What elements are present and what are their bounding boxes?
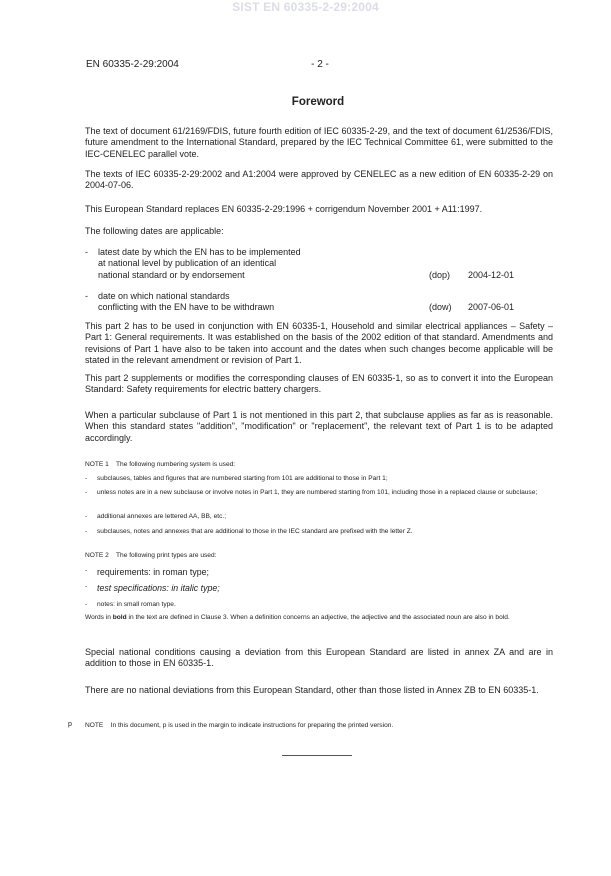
margin-p-mark: p bbox=[68, 721, 72, 728]
print-type-text: test specifications: in italic type; bbox=[97, 583, 220, 593]
date-label-line: latest date by which the EN has to be implemented bbox=[98, 247, 301, 257]
page-title: Foreword bbox=[291, 96, 345, 108]
list-dash: - bbox=[85, 601, 88, 608]
date-item-label bbox=[98, 291, 358, 314]
paragraph-national-deviations: There are no national deviations from this European Standard, other than those listed in Annex ZB to EN 60335-1. bbox=[85, 685, 539, 695]
list-dash: - bbox=[85, 583, 88, 590]
list-dash: - bbox=[85, 513, 88, 520]
note1-item-text: unless notes are in a new subclause or involve notes in Part 1, they are numbered starting from 101, including those in a replaced clause or subclause; bbox=[97, 489, 538, 496]
paragraph-fdis: The text of document 61/2169/FDIS, future fourth edition of IEC 60335-2-29, and the text of document 61/2536/FDIS, future amendment to the International Standard, prepared by the IEC Technical Committee 61, were submitted to the IEC-CENELEC parallel vote. bbox=[85, 126, 553, 159]
date-item-label bbox=[98, 247, 358, 281]
list-dash: - bbox=[85, 567, 88, 574]
paragraph-subclause: When a particular subclause of Part 1 is not mentioned in this part 2, that subclause applies as far as is reasonable. When this standard states "addition", "modification" or "replacement", the relevant text of Part 1 is to be adapted accordingly. bbox=[85, 410, 553, 443]
bold-words-note bbox=[85, 613, 553, 622]
paragraph-replaces: This European Standard replaces EN 60335-2-29:1996 + corrigendum November 2001 + A11:1997. bbox=[85, 204, 483, 214]
note1-item-text: subclauses, notes and annexes that are additional to those in the IEC standard are prefixed with the letter Z. bbox=[97, 528, 413, 535]
paragraph-supplements: This part 2 supplements or modifies the corresponding clauses of EN 60335-1, so as to convert it into the European Standard: Safety requirements for electric battery chargers. bbox=[85, 373, 553, 395]
list-dash: - bbox=[85, 247, 88, 257]
date-label-line: at national level by publication of an identical bbox=[98, 258, 277, 269]
date-item-dow bbox=[85, 291, 555, 314]
date-abbr: (dop) bbox=[429, 269, 451, 280]
list-dash: - bbox=[85, 489, 88, 496]
print-type-text: notes: in small roman type. bbox=[97, 601, 176, 608]
date-label-line: national standard or by endorsement bbox=[98, 269, 245, 280]
page-number: - 2 - bbox=[311, 59, 329, 70]
print-type-text: requirements: in roman type; bbox=[97, 567, 209, 577]
end-rule bbox=[282, 755, 352, 756]
date-value: 2004-12-01 bbox=[468, 269, 515, 280]
note2-title: NOTE 2 The following print types are used: bbox=[85, 552, 217, 559]
bold-note-text: in the text are defined in Clause 3. When a definition concerns an adjective, the adjective and the associated noun are also in bold. bbox=[126, 614, 510, 621]
date-abbr: (dow) bbox=[429, 302, 452, 313]
paragraph-dates-intro: The following dates are applicable: bbox=[85, 226, 224, 236]
date-label-line: conflicting with the EN have to be withdrawn bbox=[98, 302, 275, 313]
paragraph-approval: The texts of IEC 60335-2-29:2002 and A1:2004 were approved by CENELEC as a new edition of EN 60335-2-29 on 2004-07-06. bbox=[85, 169, 553, 191]
note1-title: NOTE 1 The following numbering system is used: bbox=[85, 461, 236, 468]
list-dash: - bbox=[85, 475, 88, 482]
date-label-line: date on which national standards bbox=[98, 291, 230, 301]
watermark: SIST EN 60335-2-29:2004 bbox=[232, 0, 379, 14]
note1-item-text: subclauses, tables and figures that are numbered starting from 101 are additional to those in Part 1; bbox=[97, 475, 388, 482]
date-item-dop bbox=[85, 247, 555, 281]
footer-note: NOTE In this document, p is used in the margin to indicate instructions for preparing the printed version. bbox=[85, 722, 394, 729]
list-dash: - bbox=[85, 528, 88, 535]
note1-item-text: additional annexes are lettered AA, BB, etc.; bbox=[97, 513, 227, 520]
paragraph-special-conditions: Special national conditions causing a deviation from this European Standard are listed in annex ZA and are in addition to those in EN 60335-1. bbox=[85, 647, 553, 669]
document-id: EN 60335-2-29:2004 bbox=[86, 59, 179, 70]
list-dash: - bbox=[85, 291, 88, 301]
paragraph-part1: This part 2 has to be used in conjunction with EN 60335-1, Household and similar electrical appliances – Safety – Part 1: General requirements. It was established on the basis of the 2002 edition of that standard. Amendments and revisions of Part 1 have also to be taken into account and the dates when such changes become applicable will be stated in the relevant amendment or revision of Part 1. bbox=[85, 321, 553, 365]
date-value: 2007-06-01 bbox=[468, 302, 515, 313]
bold-note-text: Words in bbox=[85, 614, 113, 621]
bold-note-emphasis: bold bbox=[112, 614, 127, 621]
